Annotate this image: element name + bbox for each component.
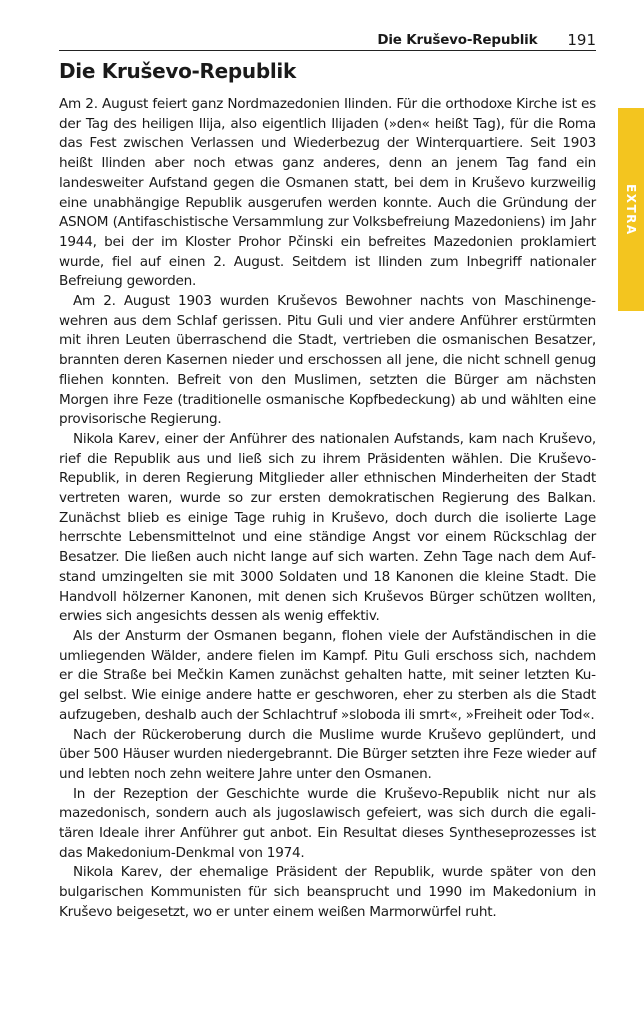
paragraph: In der Rezeption der Geschichte wurde die Kruševo-Republik nicht nur als mazedonisch, sondern auch als jugoslawisch gefeiert, was sich durch die egalitären Ideale ihrer Anführer gut anbot. Ein Resultat dieses Syntheseprozesses ist das Makedonium-Denkmal von 1974. <box>59 785 596 861</box>
paragraph: Als der Ansturm der Osmanen begann, flohen viele der Aufständischen in die umliegenden Wälder, andere fielen im Kampf. Pitu Guli erschoss sich, nachdem er die Straße bei Mečkin Kamen zunächst gehalten hatte, mit seiner letzten Kugel selbst. Wie einige andere hatte er geschworen, eher zu sterben als die Stadt aufzugeben, deshalb auch der Schlachtruf »sloboda ili smrt«, »Freiheit oder Tod«. <box>59 627 596 723</box>
running-header <box>59 30 596 51</box>
paragraph: Am 2. August feiert ganz Nordmazedonien Ilinden. Für die orthodoxe Kirche ist es der Tag des heiligen Ilija, also eigentlich Ilijaden (»den« heißt Tag), für die Roma das Fest zwischen Verlassen und Wiederbezug der Winterquartiere. Seit 1903 heißt Ilinden aber noch etwas ganz anderes, denn an jenem Tag fand ein landesweiter Aufstand gegen die Osmanen statt, bei dem in Kruševo kurzweilig eine unabhängige Republik ausgerufen werden konnte. Auch die Gründung der ASNOM (Antifaschistische Versammlung zur Volksbefreiung Mazedoniens) im Jahr 1944, bei der im Kloster Prohor Pčinski ein befreites Mazedonien proklamiert wurde, fiel auf einen 2. August. Seitdem ist Ilinden zum Inbegriff nationaler Befreiung geworden. <box>59 96 596 290</box>
running-title: Die Kruševo-Republik <box>377 32 538 48</box>
side-tab-label: EXTRA <box>624 183 638 236</box>
paragraph: Nach der Rückeroberung durch die Muslime wurde Kruševo geplündert, und über 500 Häuser wurden niedergebrannt. Die Bürger setzten ihre Feze wieder auf und lebten noch zehn weitere Jahre unter den Osmanen. <box>59 726 596 782</box>
paragraph: Nikola Karev, einer der Anführer des nationalen Aufstands, kam nach Kruševo, rief die Republik aus und ließ sich zu ihrem Präsidenten wählen. Die Kruševo-Republik, in deren Regierung Mitglieder aller ethnischen Minderheiten der Stadt vertreten waren, wurde so zur ersten demokratischen Regierung des Balkan. Zunächst blieb es einige Tage ruhig in Kruševo, doch durch die isolierte Lage herrschte Lebensmittelnot und eine ständige Angst vor einem Rückschlag der Besatzer. Die ließen auch nicht lange auf sich warten. Zehn Tage nach dem Aufstand umzingelten sie mit 3000 Soldaten und 18 Kanonen die kleine Stadt. Die Handvoll hölzerner Kanonen, mit denen sich Kruševos Bürger schützen wollten, erwies sich angesichts dessen als wenig effektiv. <box>59 430 596 625</box>
page-number: 191 <box>567 31 596 49</box>
article-body <box>59 95 596 923</box>
side-tab-extra <box>618 108 644 311</box>
paragraph: Am 2. August 1903 wurden Kruševos Bewohner nachts von Maschinengewehren aus dem Schlaf gerissen. Pitu Guli und vier andere Anführer erstürmten mit ihren Leuten überraschend die Stadt, vertrieben die osmanischen Besatzer, brannten deren Kasernen nieder und erschossen all jene, die nicht schnell genug fliehen konnten. Befreit von den Muslimen, setzten die Bürger am nächsten Morgen ihre Feze (traditionelle osmanische Kopfbedeckung) ab und wählten eine provisorische Regierung. <box>59 293 596 428</box>
page-title: Die Kruševo-Republik <box>59 59 296 83</box>
paragraph: Nikola Karev, der ehemalige Präsident der Republik, wurde später von den bulgarischen Kommunisten für sich beansprucht und 1990 im Makedonium in Kruševo beigesetzt, wo er unter einem weißen Marmorwürfel ruht. <box>59 864 596 920</box>
